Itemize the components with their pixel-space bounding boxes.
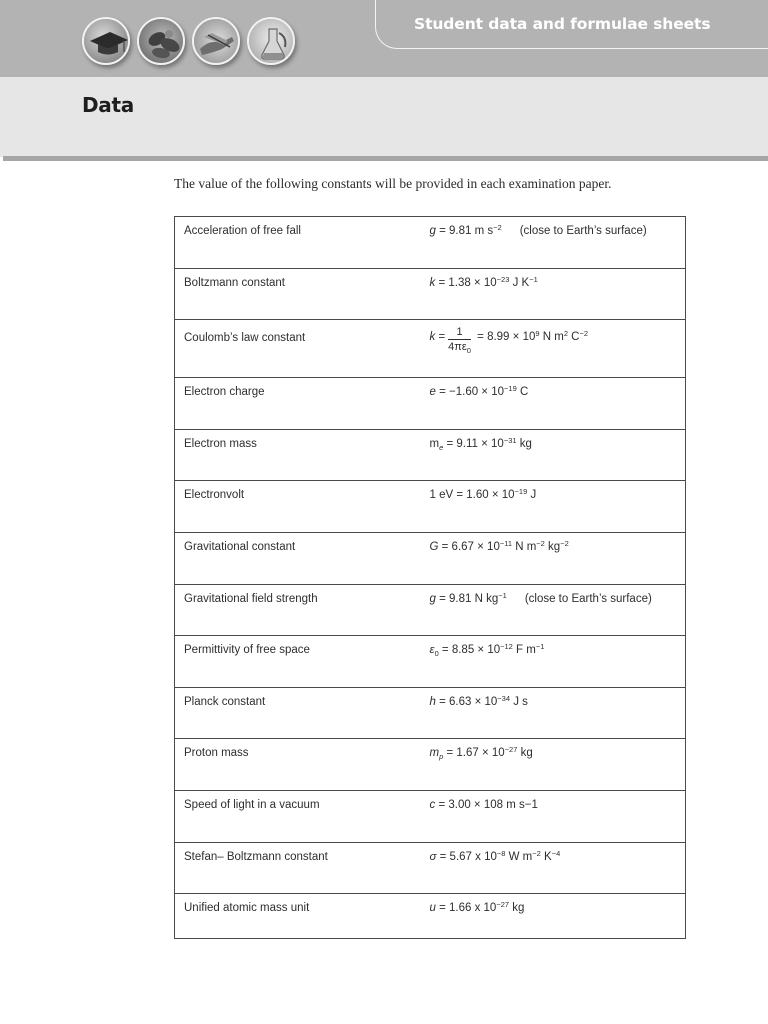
constant-name: Gravitational constant [175,532,420,584]
constant-value: c = 3.00 × 108 m s−1 [420,790,686,842]
lab-flask-photo-icon [247,17,295,65]
header-title: Student data and formulae sheets [414,15,711,33]
constant-value: $G = 6.67 \times 10^{-11}$ N $m^{-2}$ $kg^{-2}$ [420,532,686,584]
constant-name: Electron mass [175,429,420,481]
constant-row [175,636,686,688]
constant-name: Speed of light in a vacuum [175,790,420,842]
constant-value: g = 9.81 m $s^{-2}$ (close to Earth’s surface) [420,217,686,269]
constant-value: 1 eV = $1.60 \times 10^{-19}$ J [420,481,686,533]
constant-name: Electronvolt [175,481,420,533]
constant-value: g = 9.81 N $kg^{-1}$ (close to Earth’s surface) [420,584,686,636]
hands-photo-icon [192,17,240,65]
constant-name: Coulomb’s law constant [175,320,420,378]
section-heading-band [0,77,768,157]
constant-name: Planck constant [175,687,420,739]
constant-row [175,217,686,269]
constant-value: u = 1.66 x $10^{-27}$ kg [420,894,686,939]
plants-photo-icon [137,17,185,65]
constant-value: k = $\frac{1}{4\pi\varepsilon_0}$ = $8.99 \times 10^9$ N $m^2$ $C^{-2}$ [420,320,686,378]
constant-row [175,320,686,378]
constant-row [175,894,686,939]
constant-row [175,790,686,842]
header-icon-row [82,17,297,65]
section-divider [3,156,768,161]
constants-table [174,216,686,939]
constant-row [175,532,686,584]
constant-value: $k = 1.38 \times 10^{-23}$ J $K^{-1}$ [420,268,686,320]
section-title: Data [82,93,134,117]
constant-value: $e = -1.60 \times 10^{-19}$ C [420,378,686,430]
constant-row [175,429,686,481]
coulomb-fraction: $\frac{1}{4\pi\varepsilon_0}$ [448,326,471,356]
constant-name: Unified atomic mass unit [175,894,420,939]
constant-row [175,739,686,791]
constant-row [175,842,686,894]
constant-name: Boltzmann constant [175,268,420,320]
constant-value: σ = 5.67 x $10^{-8}$ W $m^{-2}$ $K^{-4}$ [420,842,686,894]
constant-name: Acceleration of free fall [175,217,420,269]
constant-name: Gravitational field strength [175,584,420,636]
constant-value: $\varepsilon_0 = 8.85 \times 10^{-12}$ F $m^{-1}$ [420,636,686,688]
constant-value: $m_e = 9.11 \times 10^{-31}$ kg [420,429,686,481]
constant-row [175,481,686,533]
constant-name: Proton mass [175,739,420,791]
constant-row [175,687,686,739]
constant-row [175,584,686,636]
graduation-cap-photo-icon [82,17,130,65]
constant-row [175,378,686,430]
constant-name: Stefan– Boltzmann constant [175,842,420,894]
constant-name: Electron charge [175,378,420,430]
intro-text: The value of the following constants will be provided in each examination paper. [174,176,612,191]
constant-row [175,268,686,320]
constant-value: $h = 6.63 \times 10^{-34}$ J s [420,687,686,739]
constant-value: $m_p = 1.67 \times 10^{-27}$ kg [420,739,686,791]
constant-name: Permittivity of free space [175,636,420,688]
